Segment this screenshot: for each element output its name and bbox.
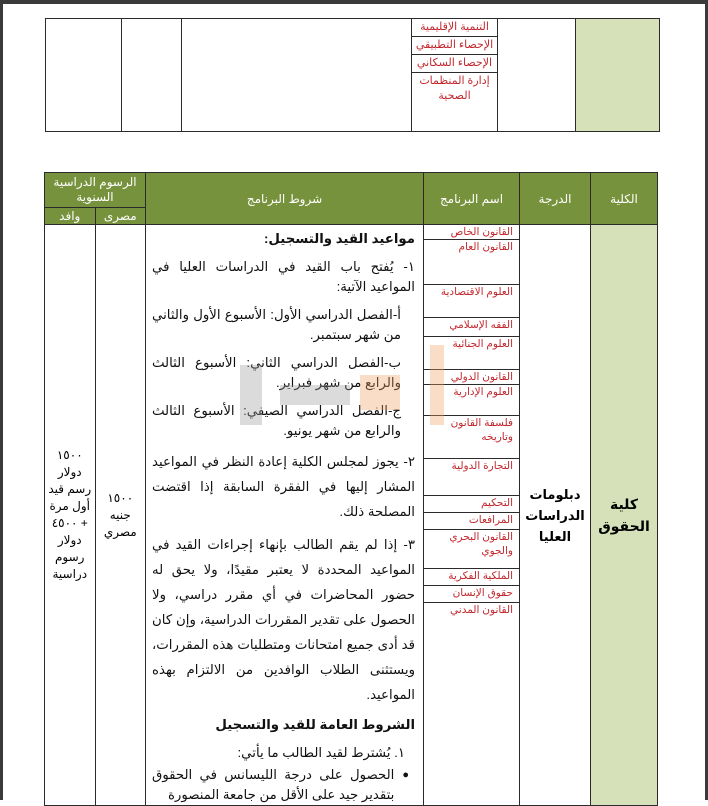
fee-egyptian-cell [122, 19, 182, 132]
condition-paragraph: ب-الفصل الدراسي الثاني: الأسبوع الثالث والرابع من شهر فبراير. [152, 355, 401, 390]
condition-paragraph: ج-الفصل الدراسي الصيفي: الأسبوع الثالث والرابع من شهر يونيو. [152, 403, 401, 438]
program-item: التحكيم [424, 496, 519, 513]
condition-paragraph: أ-الفصل الدراسي الأول: الأسبوع الأول والثاني من شهر سبتمبر. [152, 307, 401, 342]
general-conditions-heading: الشروط العامة للقيد والتسجيل [215, 717, 415, 732]
header-row [45, 173, 658, 208]
program-item: القانون المدني [450, 604, 513, 616]
fee-international-cell [46, 19, 122, 132]
program-item: حقوق الإنسان [424, 586, 519, 603]
condition-paragraph: ٣- إذا لم يقم الطالب بإنهاء إجراءات القيد في المواعيد المحددة لا يعتبر مقيدًا، ولا يحق له حضور المحاضرات في أي مقرر دراسي، ولا الحصول على تقدير المقررات الدراسية، وإن كان قد أدى جميع امتحانات ومتطلبات هذه المقررات، ويستثنى الطلاب الوافدين من الالتزام بهذه المواعيد. [152, 537, 415, 702]
program-item: فلسفة القانون وتاريخه [424, 416, 519, 459]
header-degree: الدرجة [520, 173, 591, 225]
program-item: الإحصاء التطبيقي [412, 37, 497, 55]
header-annual-fees: الرسوم الدراسية السنوية [45, 173, 146, 208]
program-item: القانون البحري والجوي [424, 530, 519, 569]
program-item: القانون الدولي [424, 370, 519, 385]
program-item: الملكية الفكرية [424, 569, 519, 586]
condition-bullet-text: الحصول على درجة الليسانس في الحقوق بتقدير جيد على الأقل من جامعة المنصورة [152, 767, 395, 802]
fee-international: ١٥٠٠ دولار رسم قيد أول مرة + ٤٥٠٠ دولار رسوم دراسية [45, 225, 96, 806]
header-program-name: اسم البرنامج [424, 173, 520, 225]
header-fees-egyptian: مصرى [95, 208, 146, 225]
program-list-cell [424, 225, 520, 806]
table-row [45, 225, 658, 806]
program-item: القانون العام [424, 240, 519, 285]
program-item: الإحصاء السكاني [412, 55, 497, 73]
programs-table [44, 172, 658, 806]
program-item: العلوم الاقتصادية [424, 285, 519, 318]
program-item: العلوم الإدارية [424, 385, 519, 416]
header-college: الكلية [591, 173, 658, 225]
registration-dates-heading: مواعيد القيد والتسجيل: [263, 231, 415, 246]
program-item: التنمية الإقليمية [412, 19, 497, 37]
condition-paragraph: ١- يُفتح باب القيد في الدراسات العليا في المواعيد الآتية: [152, 259, 415, 294]
degree-cell [498, 19, 576, 132]
program-item: القانون الخاص [424, 225, 519, 240]
program-item: المرافعات [424, 513, 519, 530]
conditions-cell [146, 225, 424, 806]
viewer-frame-top [0, 0, 708, 4]
viewer-frame-left [0, 0, 3, 800]
condition-paragraph: ٢- يجوز لمجلس الكلية إعادة النظر في المواعيد المشار إليها في الفقرة السابقة إذا اقتضت المصلحة ذلك. [152, 454, 415, 519]
condition-item: ١. يُشترط لقيد الطالب ما يأتي: [237, 745, 405, 760]
fee-egyptian: ١٥٠٠ جنيه مصري [95, 225, 146, 806]
condition-bullet [152, 765, 415, 805]
header-fees-international: وافد [45, 208, 96, 225]
conditions-cell [182, 19, 412, 132]
bullet-icon: ● [402, 769, 409, 781]
continuation-table [45, 18, 660, 132]
program-item: إدارة المنظمات الصحية [419, 75, 490, 102]
program-list-cell [412, 19, 498, 132]
program-item: التجارة الدولية [424, 459, 519, 496]
program-item: الفقه الإسلامي [424, 318, 519, 337]
program-item: العلوم الجنائية [424, 337, 519, 370]
college-cell [576, 19, 660, 132]
degree-name: دبلومات الدراسات العليا [520, 225, 591, 806]
college-name: كلية الحقوق [591, 225, 658, 806]
header-conditions: شروط البرنامج [146, 173, 424, 225]
table-row [46, 19, 660, 132]
